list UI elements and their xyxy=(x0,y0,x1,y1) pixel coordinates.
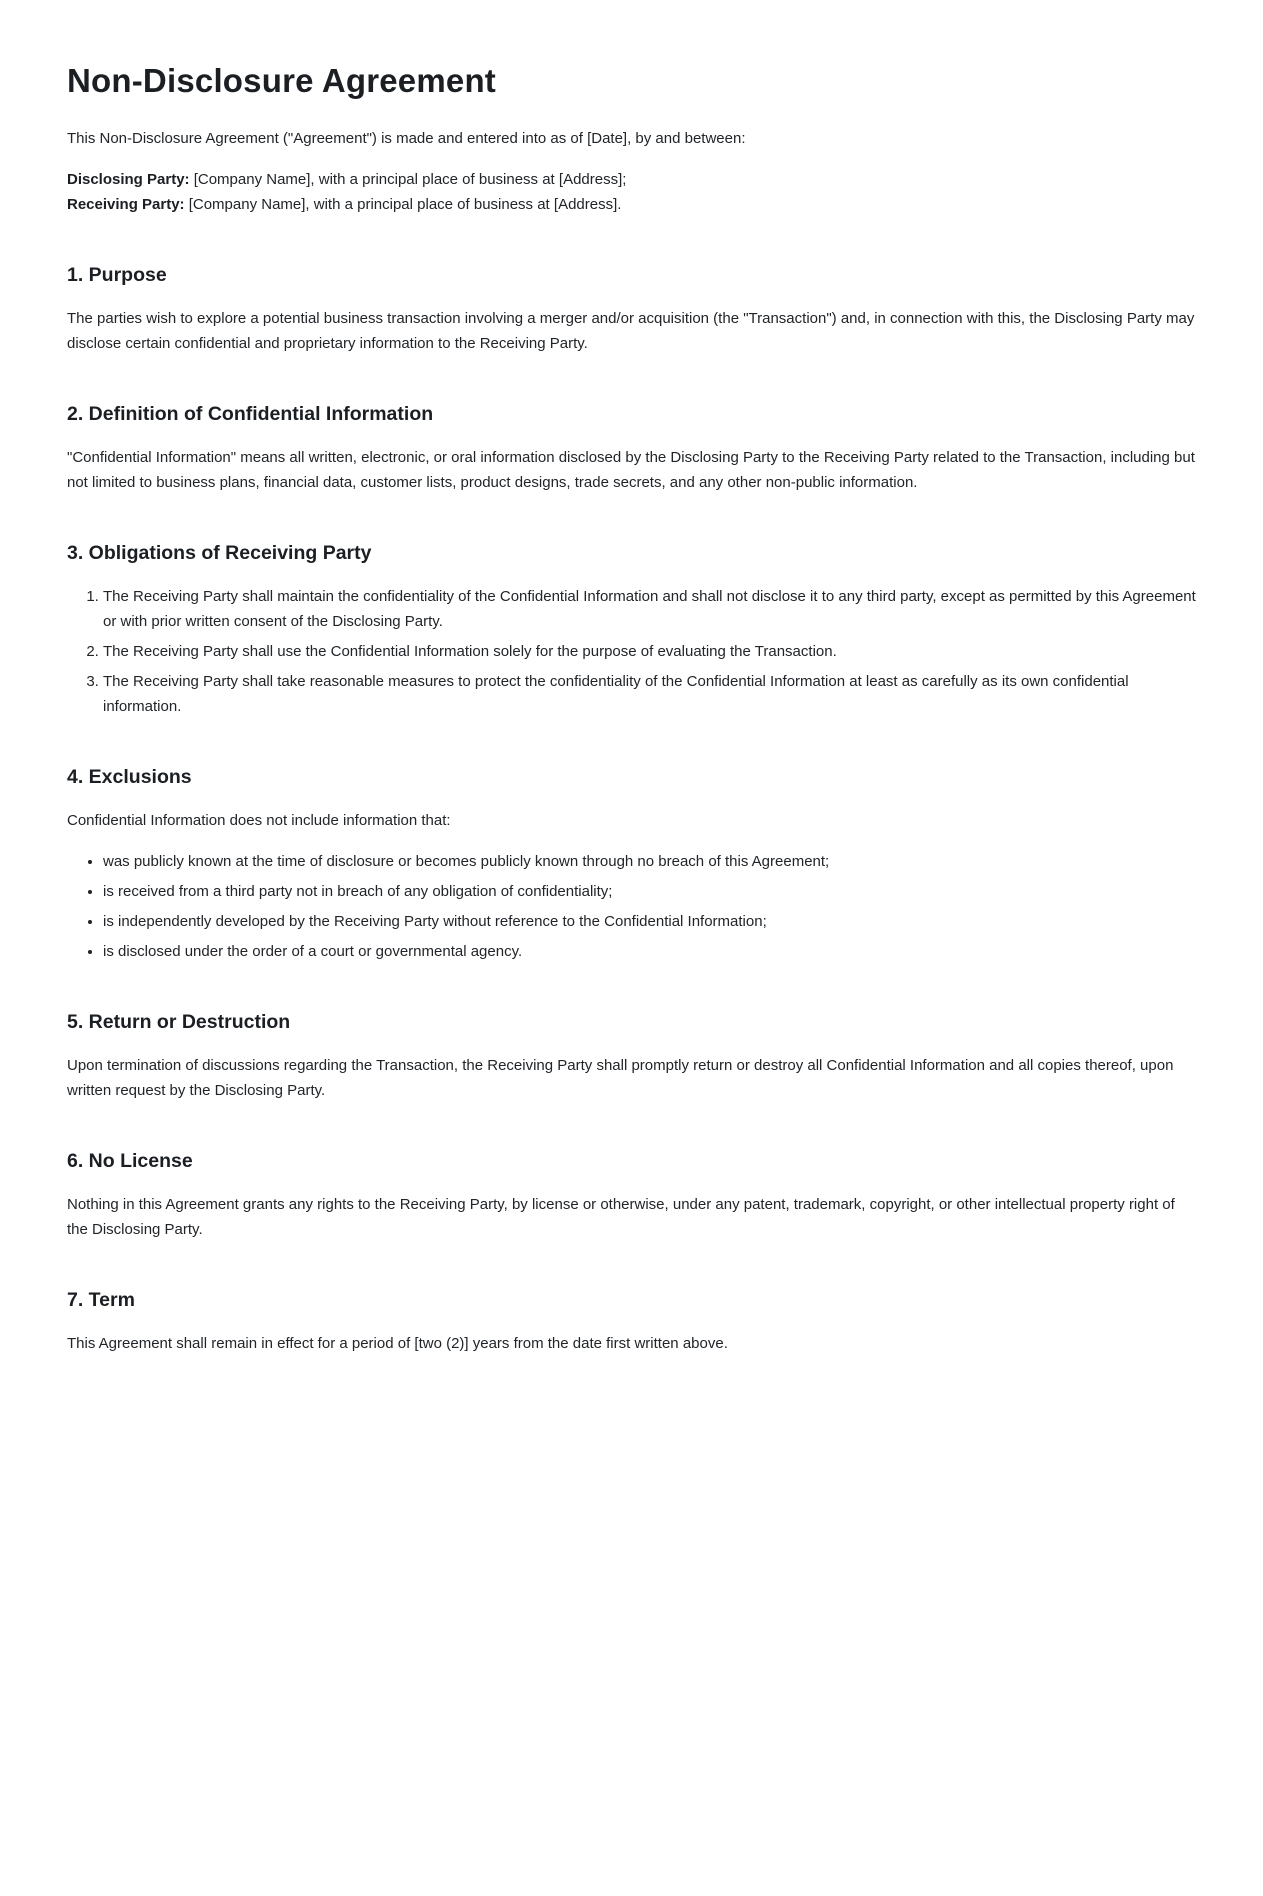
section-purpose xyxy=(67,264,1196,356)
section-term xyxy=(67,1289,1196,1356)
section-return-destruction-heading: 5. Return or Destruction xyxy=(67,1011,291,1033)
section-obligations-heading: 3. Obligations of Receiving Party xyxy=(67,542,372,564)
obligations-list xyxy=(67,584,1196,719)
section-return-destruction xyxy=(67,1011,1196,1103)
list-item: 3. The Receiving Party shall take reasonable measures to protect the confidentiality of the Confidential Information at least as carefully as its own confidential information. xyxy=(103,669,1196,719)
section-term-heading: 7. Term xyxy=(67,1289,135,1311)
section-definition-paragraph: "Confidential Information" means all written, electronic, or oral information disclosed by the Disclosing Party to the Receiving Party related to the Transaction, including but not limited to business plans, financial data, customer lists, product designs, trade secrets, and any other non-public information. xyxy=(67,449,1195,491)
section-purpose-heading: 1. Purpose xyxy=(67,264,167,286)
document-title: Non-Disclosure Agreement xyxy=(67,62,496,99)
receiving-party-text: [Company Name], with a principal place of business at [Address]. xyxy=(188,196,622,213)
section-obligations xyxy=(67,542,1196,719)
disclosing-party-line xyxy=(67,167,1196,192)
receiving-party-line xyxy=(67,192,1196,217)
list-item: • is independently developed by the Receiving Party without reference to the Confidential Information; xyxy=(103,909,1196,934)
section-no-license-heading: 6. No License xyxy=(67,1150,193,1172)
section-definition-heading: 2. Definition of Confidential Information xyxy=(67,403,434,425)
section-exclusions xyxy=(67,766,1196,964)
section-term-paragraph: This Agreement shall remain in effect for a period of [two (2)] years from the date first written above. xyxy=(67,1335,728,1352)
section-exclusions-paragraph: Confidential Information does not include information that: xyxy=(67,812,451,829)
list-item: 1. The Receiving Party shall maintain the confidentiality of the Confidential Information and shall not disclose it to any third party, except as permitted by this Agreement or with prior written consent of the Disclosing Party. xyxy=(103,584,1196,634)
section-exclusions-heading: 4. Exclusions xyxy=(67,766,192,788)
section-return-destruction-paragraph: Upon termination of discussions regarding the Transaction, the Receiving Party shall promptly return or destroy all Confidential Information and all copies thereof, upon written request by the Disclosing Party. xyxy=(67,1057,1174,1099)
disclosing-party-label: Disclosing Party: xyxy=(67,171,190,188)
section-no-license xyxy=(67,1150,1196,1242)
receiving-party-label: Receiving Party: xyxy=(67,196,185,213)
list-item: • was publicly known at the time of disclosure or becomes publicly known through no breach of this Agreement; xyxy=(103,849,1196,874)
section-definition xyxy=(67,403,1196,495)
section-purpose-paragraph: The parties wish to explore a potential business transaction involving a merger and/or acquisition (the "Transaction") and, in connection with this, the Disclosing Party may disclose certain confidential and proprietary information to the Receiving Party. xyxy=(67,310,1195,352)
disclosing-party-text: [Company Name], with a principal place of business at [Address]; xyxy=(193,171,627,188)
list-item: • is disclosed under the order of a court or governmental agency. xyxy=(103,939,1196,964)
exclusions-list xyxy=(67,849,1196,964)
list-item: 2. The Receiving Party shall use the Confidential Information solely for the purpose of evaluating the Transaction. xyxy=(103,639,1196,664)
intro-paragraph: This Non-Disclosure Agreement ("Agreement") is made and entered into as of [Date], by and between: xyxy=(67,130,746,147)
list-item: • is received from a third party not in breach of any obligation of confidentiality; xyxy=(103,879,1196,904)
parties-block xyxy=(67,167,1196,217)
section-no-license-paragraph: Nothing in this Agreement grants any rights to the Receiving Party, by license or otherwise, under any patent, trademark, copyright, or other intellectual property right of the Disclosing Party. xyxy=(67,1196,1175,1238)
